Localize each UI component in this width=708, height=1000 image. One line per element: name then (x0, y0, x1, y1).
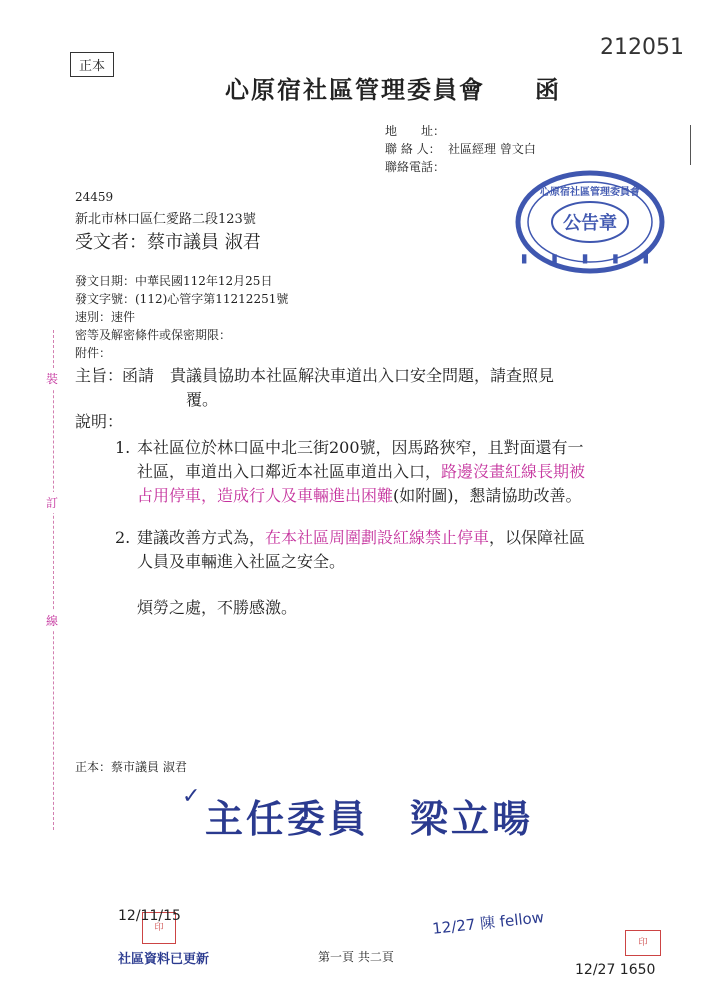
margin-mark (690, 125, 691, 165)
item2-line-2: 人員及車輛進入社區之安全。 (137, 552, 346, 571)
cc-line: 正本：蔡市議員 淑君 (75, 760, 187, 774)
binding-char-1: 裝 (46, 368, 58, 389)
item1-line-3a: 占用停車，造成行人及車輛進出困難 (137, 486, 394, 505)
small-red-stamp-right: 印 (625, 930, 661, 956)
seal-text: 公告章 (563, 213, 617, 234)
secrecy: 密等及解密條件或保密期限： (75, 328, 232, 342)
page-indicator: 第一頁 共二頁 (318, 950, 394, 964)
data-updated-note: 社區資料已更新 (118, 952, 210, 967)
document-type: 函 (535, 75, 561, 104)
signatory: 主任委員 梁立暘 (205, 797, 534, 841)
subject-label: 主旨： (75, 366, 124, 385)
issue-number: 發文字號：(112)心管字第11212251號 (75, 292, 289, 306)
binding-line (53, 330, 54, 830)
handwritten-doc-number: 212051 (600, 35, 684, 60)
item1-number: 1. (115, 438, 131, 457)
item2-line-1c: ，以保障社區 (489, 528, 586, 547)
seal-pattern: ▮ ▮ ▮ ▮ ▮ (520, 251, 660, 265)
handwritten-note-right: 12/27 1650 (575, 962, 656, 978)
recipient-name: 受文者：蔡市議員 淑君 (75, 232, 261, 253)
address-label: 地 址： (385, 124, 446, 138)
binding-char-2: 訂 (46, 492, 58, 513)
issue-date: 發文日期：中華民國112年12月25日 (75, 274, 273, 288)
community-seal (515, 170, 665, 275)
phone-label: 聯絡電話： (385, 160, 446, 174)
item2-number: 2. (115, 528, 131, 547)
document-title: 心原宿社區管理委員會 (225, 75, 485, 104)
subject-line-1: 函請 貴議員協助本社區解決車道出入口安全問題，請查照見 (122, 366, 555, 385)
item2-line-1a: 建議改善方式為， (137, 528, 266, 547)
speed: 速別：速件 (75, 310, 136, 324)
subject-line-2: 覆。 (186, 390, 219, 409)
small-red-stamp-left: 印 (142, 912, 176, 944)
attachment: 附件： (75, 346, 112, 360)
recipient-address: 新北市林口區仁愛路二段123號 (75, 212, 256, 227)
explain-label: 說明： (75, 412, 124, 431)
contact-value: 社區經理 曾文白 (448, 142, 536, 156)
item1-line-1: 本社區位於林口區中北三街200號，因馬路狹窄，且對面還有一 (137, 438, 584, 457)
postcode: 24459 (75, 190, 114, 204)
contact-label: 聯 絡 人： (385, 142, 441, 156)
closing-text: 煩勞之處，不勝感激。 (137, 598, 298, 617)
handwritten-date-left: 12/11/15 (118, 908, 181, 924)
signature-check-mark: ✓ (182, 784, 201, 809)
item2-line-1b: 在本社區周圍劃設紅線禁止停車 (265, 528, 490, 547)
binding-char-3: 線 (46, 610, 58, 631)
item1-line-2b: 路邊沒畫紅線長期被 (441, 462, 586, 481)
copy-label: 正本 (70, 52, 114, 77)
item1-line-3 (137, 482, 582, 510)
item1-line-2a: 社區，車道出入口鄰近本社區車道出入口， (137, 462, 442, 481)
handwritten-note-middle: 12/27 陳 fellow (431, 908, 545, 938)
seal-ring-text: 心原宿社區管理委員會 (540, 187, 640, 198)
item1-line-3b: (如附圖)，懇請協助改善。 (393, 486, 582, 505)
